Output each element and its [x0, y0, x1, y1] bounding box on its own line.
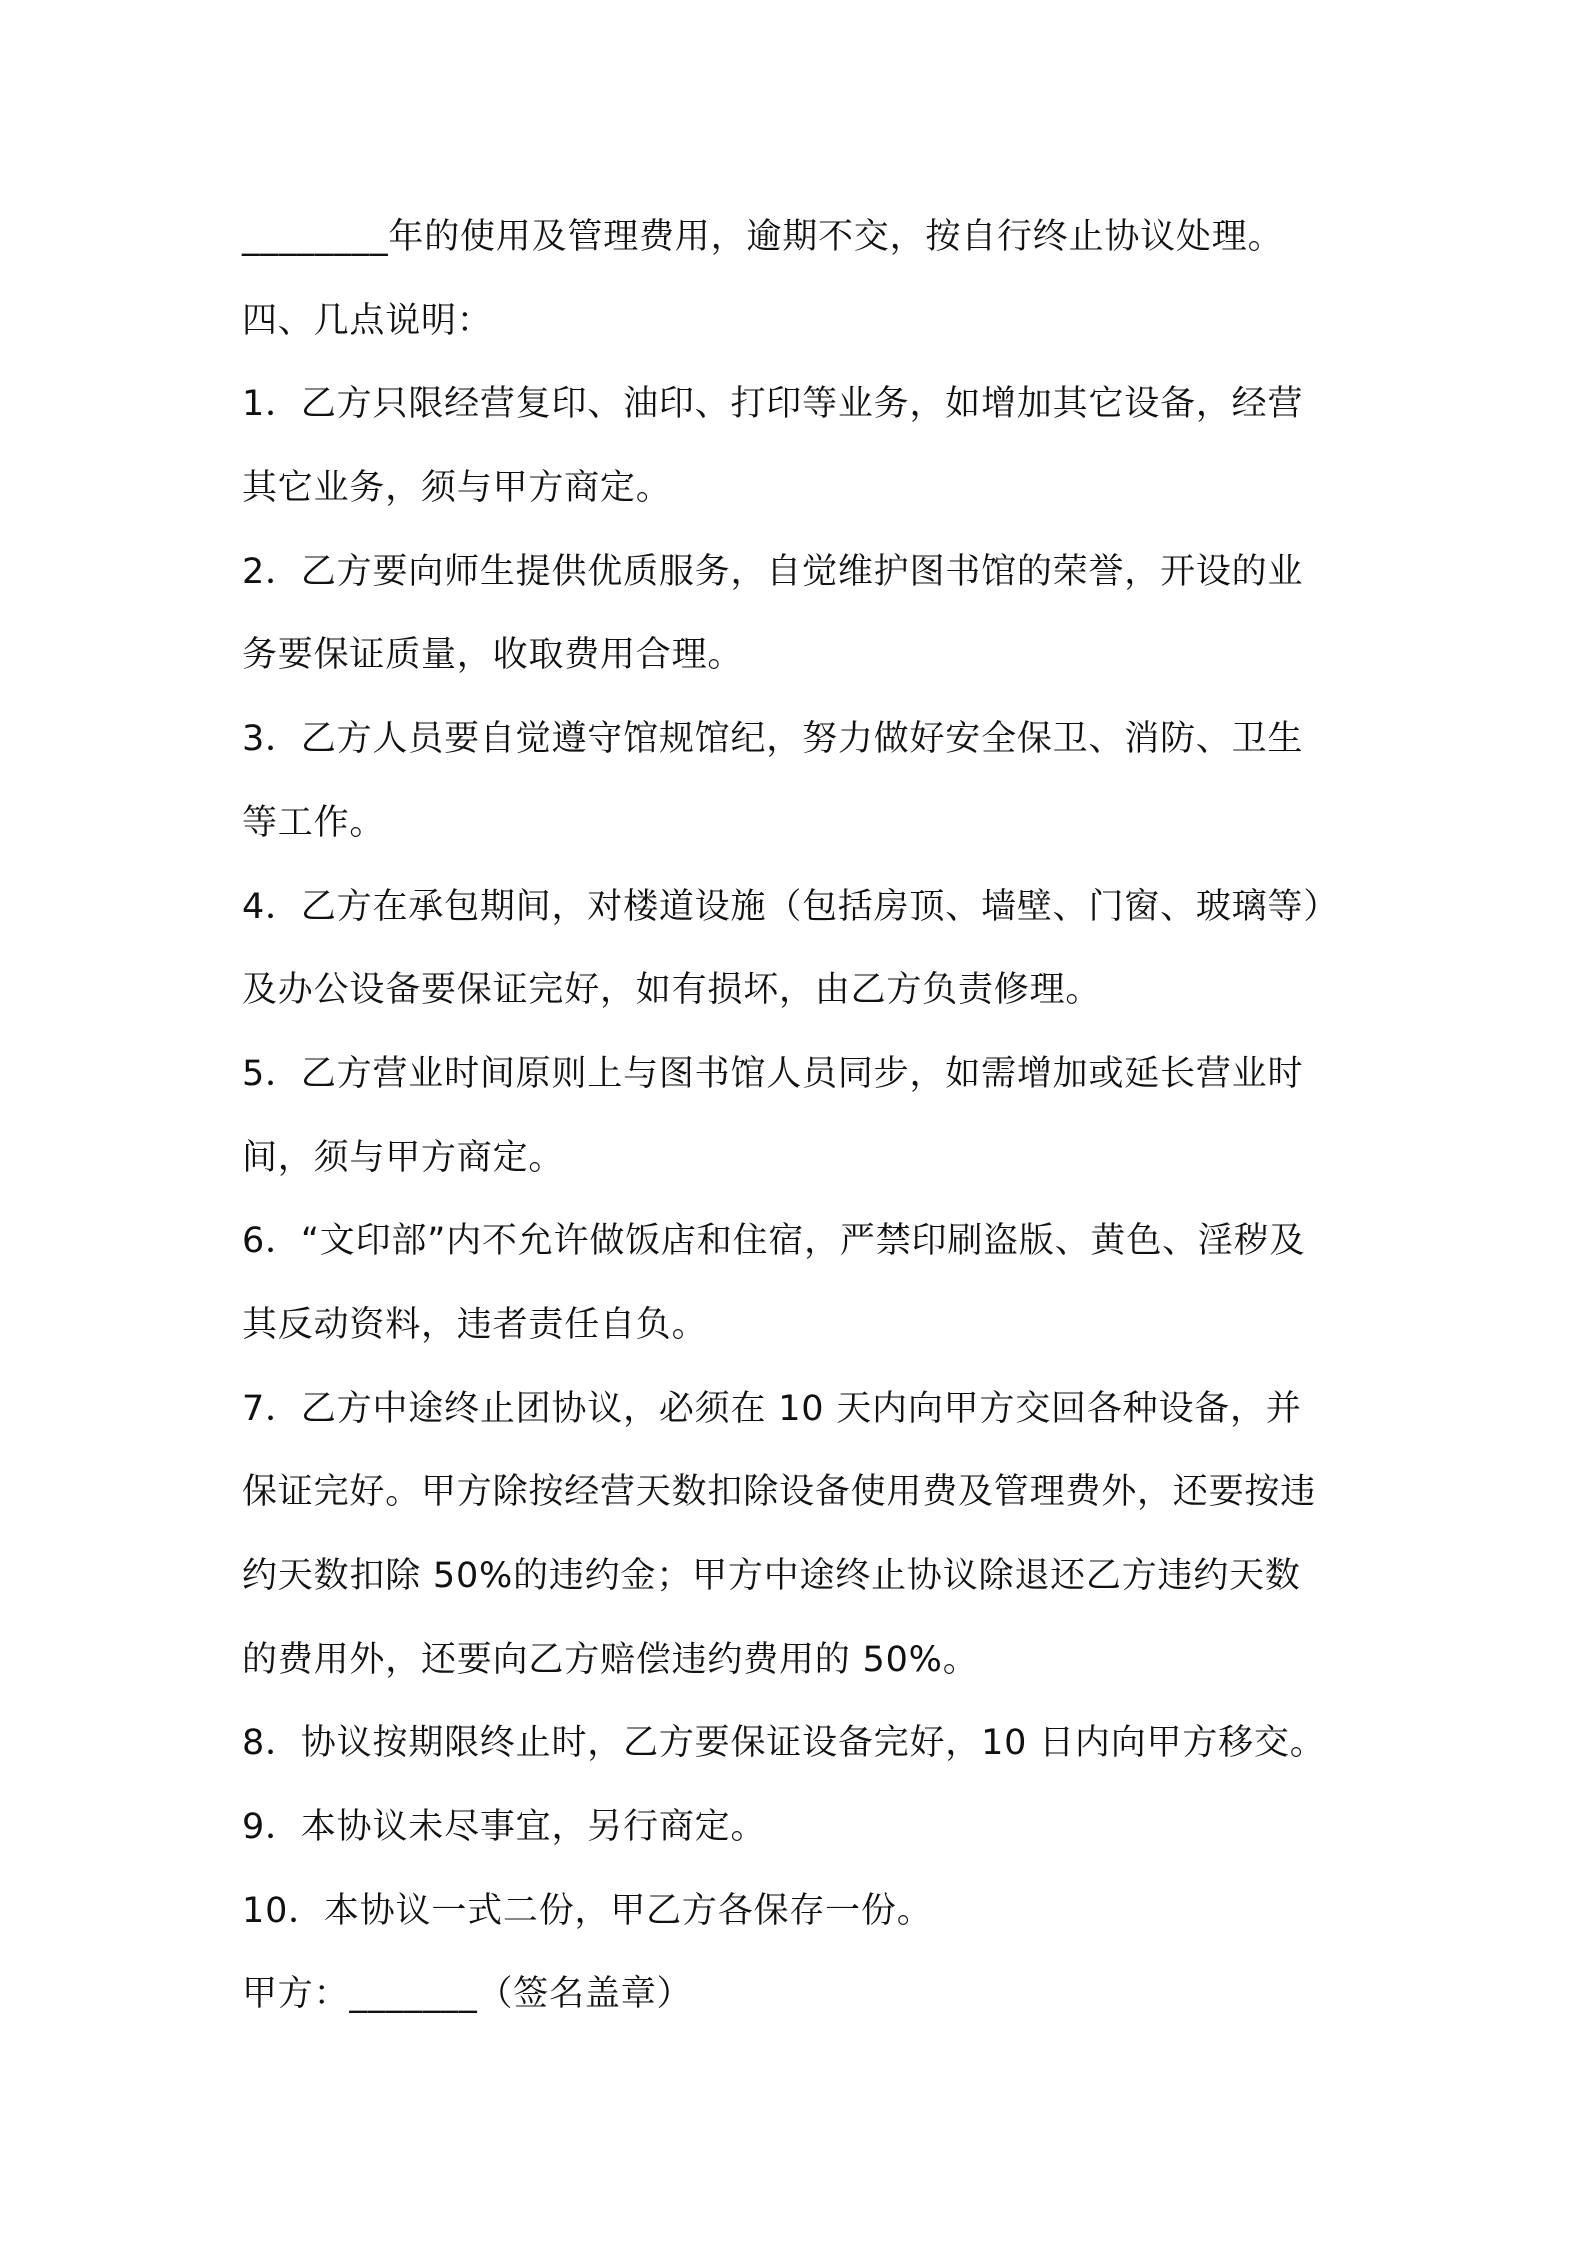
text-line: 7．乙方中途终止团协议，必须在 10 天内向甲方交回各种设备，并 — [242, 1388, 1302, 1429]
text-line: 3．乙方人员要自觉遵守馆规馆纪，努力做好安全保卫、消防、卫生 — [242, 719, 1304, 760]
text-line: 1．乙方只限经营复印、油印、打印等业务，如增加其它设备，经营 — [242, 384, 1304, 425]
text-line: 保证完好。甲方除按经营天数扣除设备使用费及管理费外，还要按违 — [242, 1472, 1317, 1513]
text-line: 8．协议按期限终止时，乙方要保证设备完好，10 日内向甲方移交。 — [242, 1723, 1326, 1764]
document-body — [242, 196, 1362, 2037]
text-line: 务要保证质量，收取费用合理。 — [242, 635, 744, 676]
text-line: 2．乙方要向师生提供优质服务，自觉维护图书馆的荣誉，开设的业 — [242, 551, 1304, 592]
text-line: 9．本协议未尽事宜，另行商定。 — [242, 1807, 767, 1848]
text-line: 其它业务，须与甲方商定。 — [242, 468, 672, 509]
text-line: ________年的使用及管理费用，逾期不交，按自行终止协议处理。 — [242, 217, 1284, 257]
text-line: 的费用外，还要向乙方赔偿违约费用的 50%。 — [242, 1639, 979, 1680]
text-line: 等工作。 — [242, 802, 386, 843]
text-line: 6．“文印部”内不允许做饭店和住宿，严禁印刷盗版、黄色、淫秽及 — [242, 1221, 1306, 1262]
section-heading: 四、几点说明： — [242, 300, 493, 341]
signature-line: 甲方：_______（签名盖章） — [242, 1974, 693, 2015]
text-line: 约天数扣除 50%的违约金；甲方中途终止协议除退还乙方违约天数 — [242, 1556, 1301, 1596]
text-line: 5．乙方营业时间原则上与图书馆人员同步，如需增加或延长营业时 — [242, 1053, 1304, 1094]
text-line: 及办公设备要保证完好，如有损坏，由乙方负责修理。 — [242, 970, 1102, 1011]
text-line: 4．乙方在承包期间，对楼道设施（包括房顶、墙壁、门窗、玻璃等） — [242, 886, 1340, 927]
text-line: 10．本协议一式二份，甲乙方各保存一份。 — [242, 1890, 933, 1931]
text-line: 其反动资料，违者责任自负。 — [242, 1304, 708, 1345]
text-line: 间，须与甲方商定。 — [242, 1137, 565, 1178]
